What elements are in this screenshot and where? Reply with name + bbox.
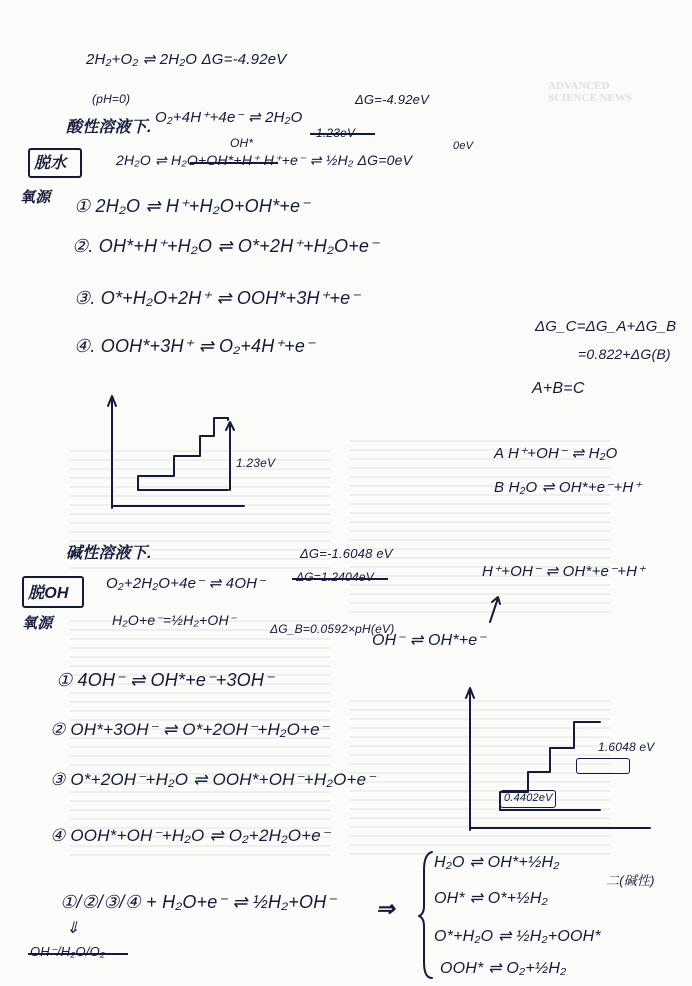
up-arrow xyxy=(484,594,504,624)
show-through-text-block-right xyxy=(350,440,610,620)
summary-step-2: OH* ⇌ O*+½H₂ xyxy=(434,890,548,907)
acidic-water-split: 2H₂O ⇌ H₂O+OH*+H⁺ H⁺+e⁻ ⇌ ½H₂ ΔG=0eV xyxy=(116,152,413,168)
show-through-journal-title: ADVANCED SCIENCE NEWS xyxy=(548,80,633,104)
delta-g-value: =0.822+ΔG(B) xyxy=(578,346,671,362)
basic-step-1: ① 4OH⁻ ⇌ OH*+e⁻+3OH⁻ xyxy=(56,670,274,690)
ph-dependence: ΔG_B=0.0592×pH(eV) xyxy=(270,622,395,636)
acidic-gap-label: 1.23eV xyxy=(236,456,276,470)
basic-step-4: ④ OOH*+OH⁻+H₂O ⇌ O₂+2H₂O+e⁻ xyxy=(50,826,331,845)
basic-hydrogen-reaction: H₂O+e⁻=½H₂+OH⁻ xyxy=(112,612,237,628)
struck-bottom-note: OH⁻/H₂O/O₂ xyxy=(30,944,106,959)
acidic-step-3: ③. O*+H₂O+2H⁺ ⇌ OOH*+3H⁺+e⁻ xyxy=(74,288,361,308)
acidic-heading: 酸性溶液下. xyxy=(66,119,152,136)
reaction-b: B H₂O ⇌ OH*+e⁻+H⁺ xyxy=(494,479,642,496)
hydroxide-oxidation: OH⁻ ⇌ OH*+e⁻ xyxy=(372,632,487,649)
strike-through xyxy=(28,953,128,955)
basic-first-step-label: 0.4402eV xyxy=(504,792,553,804)
acidic-half-reaction: O₂+4H⁺+4e⁻ ⇌ 2H₂O xyxy=(155,109,303,126)
dehydration-label: 脱水 xyxy=(34,155,67,172)
basic-heading: 碱性溶液下. xyxy=(66,545,152,562)
strike-through xyxy=(310,133,375,135)
show-through-text-block-lower-left xyxy=(70,620,330,860)
first-step-box xyxy=(500,790,556,808)
oxygen-source-label-acidic: 氧源 xyxy=(20,189,51,206)
basic-delta-g: ΔG=-1.6048 eV xyxy=(300,546,393,561)
summary-step-4: OOH* ⇌ O₂+½H₂ xyxy=(440,960,567,977)
summary-step-1: H₂O ⇌ OH*+½H₂ xyxy=(434,854,560,871)
acidic-energy-staircase xyxy=(96,390,256,510)
basic-energy-staircase xyxy=(460,684,660,834)
a-plus-b-equals-c: A+B=C xyxy=(532,380,585,397)
oxygen-source-label-basic: 氧源 xyxy=(22,615,53,632)
down-arrow: ⇓ xyxy=(66,920,80,937)
acidic-step-1: ① 2H₂O ⇌ H⁺+H₂O+OH*+e⁻ xyxy=(74,196,310,216)
ph-note: (pH=0) xyxy=(92,92,131,106)
basic-step-2: ② OH*+3OH⁻ ⇌ O*+2OH⁻+H₂O+e⁻ xyxy=(50,720,329,739)
scribble-box xyxy=(576,758,630,774)
delta-g-sum: ΔG_C=ΔG_A+ΔG_B xyxy=(535,318,677,335)
energy-steps xyxy=(138,418,228,490)
summary-step-3: O*+H₂O ⇌ ½H₂+OOH* xyxy=(434,928,601,945)
basic-gap-label: 1.6048 eV xyxy=(598,740,655,754)
combined-reaction: H⁺+OH⁻ ⇌ OH*+e⁻+H⁺ xyxy=(482,563,646,580)
implies-arrow: ⇒ xyxy=(376,896,395,921)
strike-through xyxy=(190,162,278,164)
strike-through xyxy=(292,578,388,580)
overall-reaction-line: 2H₂+O₂ ⇌ 2H₂O ΔG=-4.92eV xyxy=(86,51,287,68)
hydroxide-removal-label: 脱OH xyxy=(28,585,69,602)
acidic-step-2: ②. OH*+H⁺+H₂O ⇌ O*+2H⁺+H₂O+e⁻ xyxy=(72,236,379,256)
acidic-delta-g: ΔG=-4.92eV xyxy=(355,92,429,107)
reaction-a: A H⁺+OH⁻ ⇌ H₂O xyxy=(494,445,618,462)
basic-struck-value: ΔG=1.2404eV xyxy=(296,570,374,584)
system-brace xyxy=(418,850,434,980)
basic-step-3: ③ O*+2OH⁻+H₂O ⇌ OOH*+OH⁻+H₂O+e⁻ xyxy=(50,770,376,789)
acidic-struck-value: 1.23eV xyxy=(316,126,356,140)
basic-annotation: 二(碱性) xyxy=(606,873,655,888)
oh-star-annotation: OH* xyxy=(230,136,254,150)
acidic-step-4: ④. OOH*+3H⁺ ⇌ O₂+4H⁺+e⁻ xyxy=(74,336,315,356)
zero-ev-annotation: 0eV xyxy=(453,140,474,152)
basic-half-reaction: O₂+2H₂O+4e⁻ ⇌ 4OH⁻ xyxy=(106,575,266,592)
bottom-combined-reaction: ①/②/③/④ + H₂O+e⁻ ⇌ ½H₂+OH⁻ xyxy=(60,892,337,912)
